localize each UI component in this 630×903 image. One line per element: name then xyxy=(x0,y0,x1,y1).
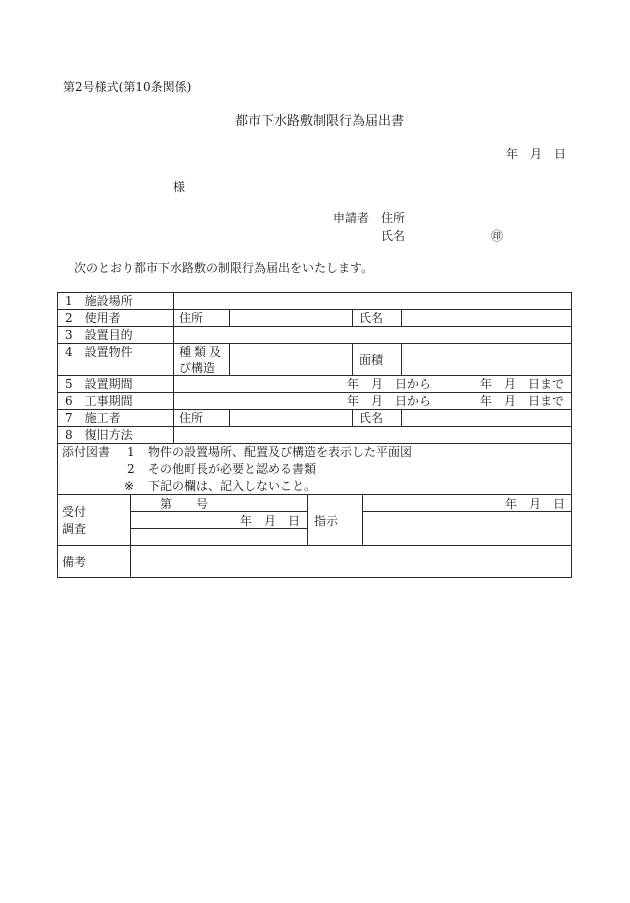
contractor-address-field[interactable] xyxy=(230,410,351,425)
type-structure-label-line2: び構造 xyxy=(179,361,216,375)
row-label-facility-location: 1 施設場所 xyxy=(65,294,133,308)
installation-period-from: 年 月 日から xyxy=(347,377,432,391)
page-title: 都市下水路敷制限行為届出書 xyxy=(235,114,405,129)
instruction-date: 年 月 日 xyxy=(505,497,566,511)
receipt-label: 受付 xyxy=(62,505,87,519)
applicant-label: 申請者 xyxy=(333,211,370,225)
contractor-address-label: 住所 xyxy=(179,411,204,425)
remarks-label: 備考 xyxy=(62,555,87,569)
attachment-item1-number: 1 xyxy=(127,445,135,459)
addressee-suffix: 様 xyxy=(173,180,186,194)
attachments-header: 添付図書 xyxy=(62,445,111,459)
row-label-contractor: 7 施工者 xyxy=(65,411,121,425)
construction-period-from: 年 月 日から xyxy=(347,394,432,408)
installation-period-to: 年 月 日まで xyxy=(480,377,565,391)
attachment-item2-text: その他町長が必要と認める書類 xyxy=(148,462,317,476)
date-line: 年 月 日 xyxy=(506,147,567,161)
attachment-item2-number: 2 xyxy=(127,462,135,476)
type-structure-field[interactable] xyxy=(230,344,351,374)
seal-mark: ㊞ xyxy=(491,229,504,243)
user-name-field[interactable] xyxy=(402,310,570,325)
attachment-item1-text: 物件の設置場所、配置及び構造を表示した平面図 xyxy=(148,445,413,459)
form-number: 第2号様式(第10条関係) xyxy=(63,80,192,94)
application-form-table xyxy=(57,292,572,578)
instruction-label: 指示 xyxy=(314,514,339,528)
row-label-installed-object: 4 設置物件 xyxy=(65,345,133,359)
construction-period-to: 年 月 日まで xyxy=(480,394,565,408)
user-name-label: 氏名 xyxy=(359,311,384,325)
applicant-address-label: 住所 xyxy=(381,211,406,225)
user-address-label: 住所 xyxy=(179,311,204,325)
area-label: 面積 xyxy=(359,353,384,367)
area-field[interactable] xyxy=(402,344,570,374)
row-label-restoration-method: 8 復旧方法 xyxy=(65,428,133,442)
contractor-name-label: 氏名 xyxy=(359,411,384,425)
user-address-field[interactable] xyxy=(230,310,351,325)
applicant-name-label: 氏名 xyxy=(381,229,406,243)
survey-label: 調査 xyxy=(62,522,87,536)
contractor-name-field[interactable] xyxy=(402,410,570,425)
row-label-purpose: 3 設置目的 xyxy=(65,328,133,342)
row-label-installation-period: 5 設置期間 xyxy=(65,377,133,391)
note-mark: ※ xyxy=(124,479,135,493)
intro-text: 次のとおり都市下水路敷の制限行為届出をいたします。 xyxy=(74,261,374,275)
row-label-construction-period: 6 工事期間 xyxy=(65,394,133,408)
receipt-number: 第 号 xyxy=(160,497,209,511)
type-structure-label-line1: 種類及 xyxy=(179,345,225,359)
receipt-date: 年 月 日 xyxy=(240,514,301,528)
note-text: 下記の欄は、記入しないこと。 xyxy=(148,479,317,493)
row-label-user: 2 使用者 xyxy=(65,311,121,325)
